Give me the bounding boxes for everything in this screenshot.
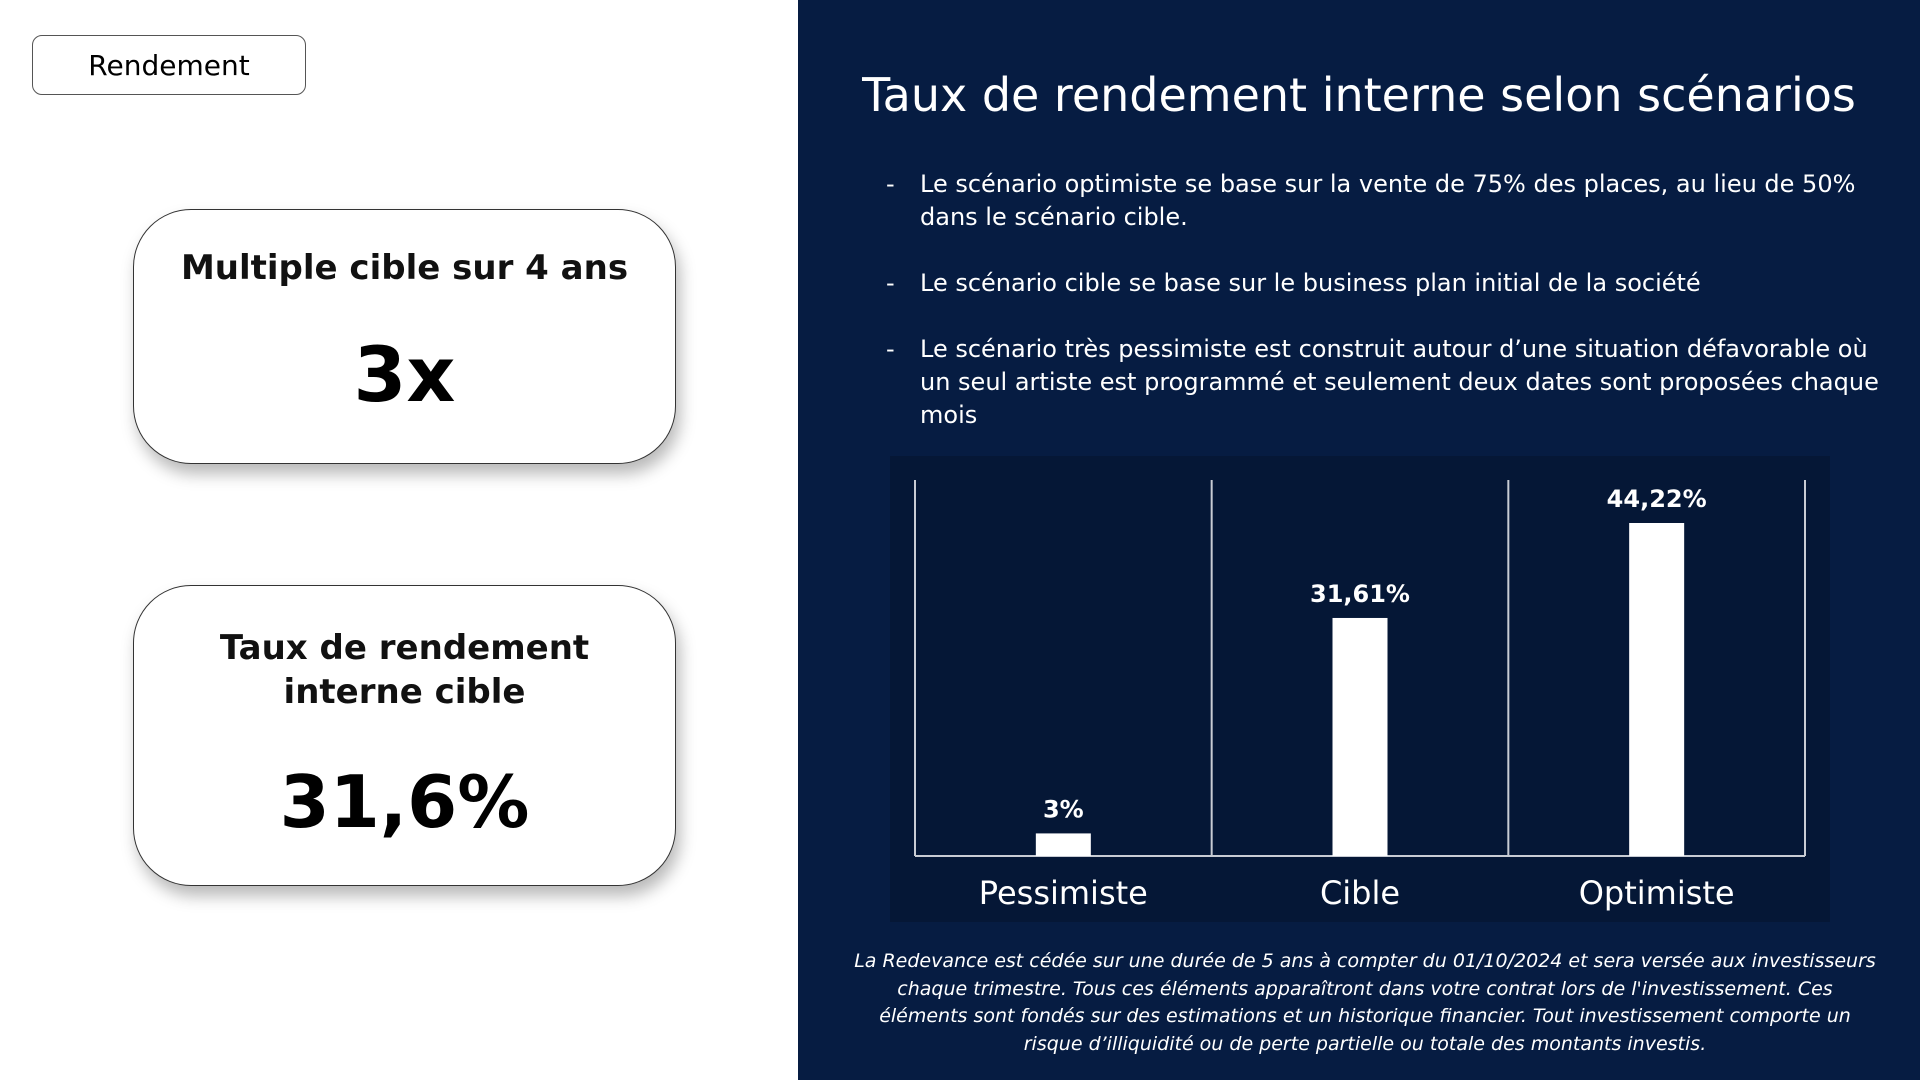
tri-card-title: [134, 626, 675, 714]
bullet-dash: -: [886, 269, 895, 297]
tri-card-title-line1: Taux de rendement: [219, 628, 590, 668]
chart-bar-cible: [1333, 618, 1388, 856]
bullet-item: [886, 168, 1886, 234]
chart-bar-pessimiste: [1036, 833, 1091, 856]
disclaimer-text: La Redevance est cédée sur une durée de 5 ans à compter du 01/10/2024 et sera versée aux investisseurs chaque trimestre. Tous ces éléments apparaîtront dans votre contrat lors de l'investissement. Ces éléments sont fondés sur des estimations et un historique financier. Tout investissement comporte un risque d’illiquidité ou de perte partielle ou totale des montants investis.: [854, 950, 1876, 1055]
bullet-text: Le scénario optimiste se base sur la vente de 75% des places, au lieu de 50% dans le scénario cible.: [920, 170, 1856, 231]
bullet-item: [886, 267, 1886, 300]
left-panel: [0, 0, 798, 1080]
section-tag: Rendement: [32, 35, 306, 95]
bullet-text: Le scénario très pessimiste est construit autour d’une situation défavorable où un seul artiste est programmé et seulement deux dates sont proposées chaque mois: [920, 335, 1879, 429]
irr-chart: [890, 456, 1830, 922]
chart-data-label: 31,61%: [1310, 579, 1410, 608]
tri-card: [133, 585, 676, 886]
bullet-text: Le scénario cible se base sur le business plan initial de la société: [920, 269, 1701, 297]
tri-card-title-line2: interne cible: [283, 672, 526, 712]
multiple-card-value: 3x: [353, 330, 456, 419]
chart-category-label: Pessimiste: [978, 874, 1148, 912]
multiple-card: [133, 209, 676, 464]
tri-card-value: 31,6%: [279, 760, 530, 844]
irr-chart-svg: [890, 456, 1830, 922]
bullet-dash: -: [886, 335, 895, 363]
bullet-item: [886, 333, 1886, 432]
chart-data-label: 3%: [1042, 795, 1084, 824]
chart-data-label: 44,22%: [1606, 485, 1707, 513]
bullet-list: [886, 168, 1886, 465]
page-title: Taux de rendement interne selon scénarios: [862, 68, 1856, 122]
chart-category-label: Cible: [1319, 874, 1401, 912]
bullet-dash: -: [886, 170, 895, 198]
chart-bar-optimiste: [1629, 523, 1684, 856]
chart-category-label: Optimiste: [1578, 874, 1735, 912]
right-panel: [798, 0, 1920, 1080]
multiple-card-title: Multiple cible sur 4 ans: [180, 248, 629, 288]
